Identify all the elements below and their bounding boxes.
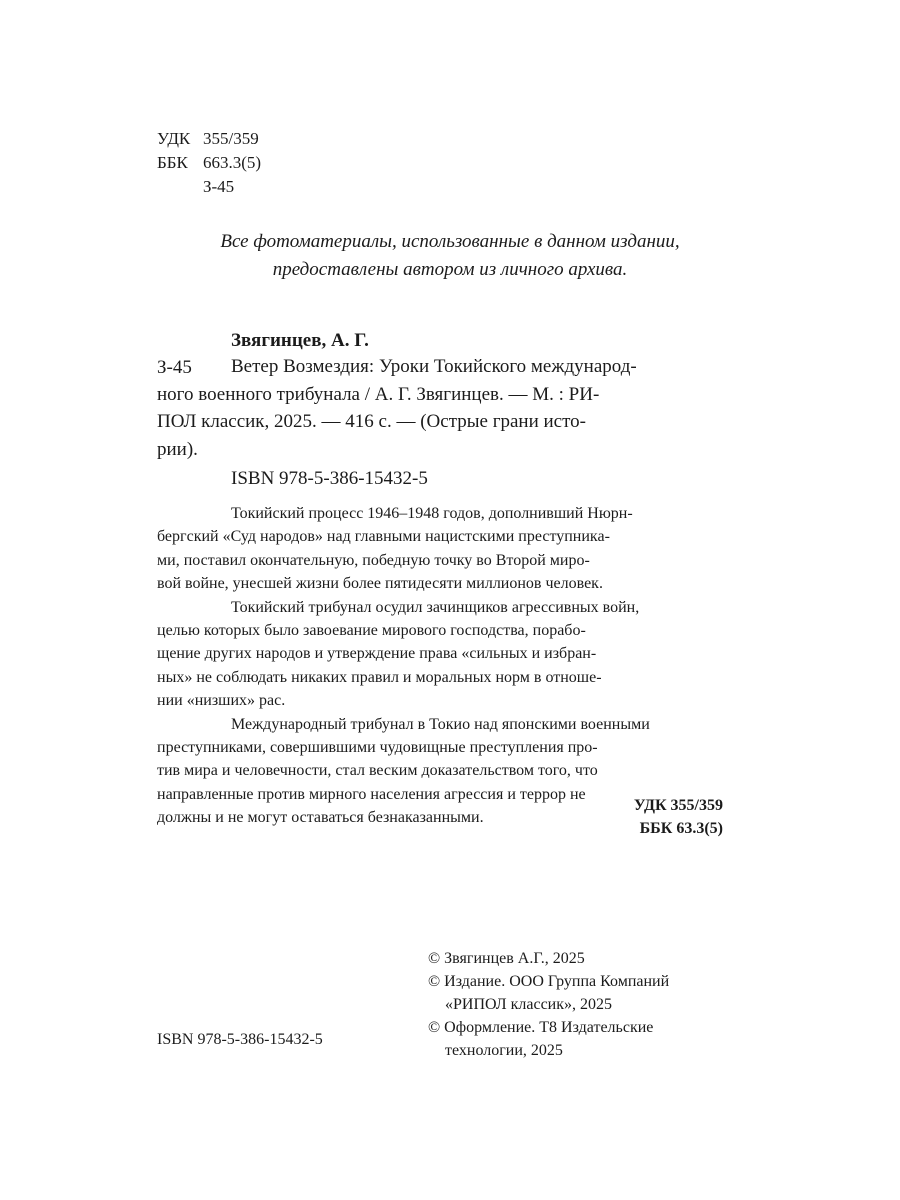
copyright-line: технологии, 2025: [445, 1042, 563, 1059]
title-line: Ветер Возмездия: Уроки Токийского международ-: [231, 356, 637, 377]
record-isbn: ISBN 978-5-386-15432-5: [231, 468, 428, 489]
copyright-line: © Звягинцев А.Г., 2025: [428, 950, 585, 967]
record-index: З-45: [157, 357, 192, 378]
title-line: рии).: [157, 438, 198, 460]
record-title: [157, 353, 723, 463]
annotation-line: Международный трибунал в Токио над японскими военными: [231, 715, 650, 733]
annotation-line: преступниками, совершившими чудовищные преступления про-: [157, 739, 598, 757]
annotation-line: Токийский процесс 1946–1948 годов, дополнивший Нюрн-: [231, 505, 633, 522]
annotation-line: Токийский трибунал осудил зачинщиков агрессивных войн,: [231, 598, 640, 616]
title-line: ного военного трибунала / А. Г. Звягинцев. — М. : РИ-: [157, 383, 600, 405]
annotation-line: должны и не могут оставаться безнаказанными.: [157, 809, 484, 827]
annotation-line: направленные против мирного населения агрессия и террор не: [157, 785, 586, 803]
record-author: Звягинцев, А. Г.: [231, 330, 369, 351]
classification-bottom: [634, 794, 723, 840]
annotation-line: ных» не соблюдать никаких правил и моральных норм в отноше-: [157, 668, 602, 686]
annotation-line: ми, поставил окончательную, победную точку во Второй миро-: [157, 551, 590, 569]
annotation-line: вой войне, унесшей жизни более пятидесяти миллионов человек.: [157, 575, 603, 593]
bbk-value: 663.3(5): [203, 153, 262, 172]
photo-note-line: предоставлены автором из личного архива.: [272, 259, 628, 280]
title-line: ПОЛ классик, 2025. — 416 с. — (Острые грани исто-: [157, 411, 586, 432]
annotation-line: щение других народов и утверждение права «сильных и избран-: [157, 645, 597, 663]
udk-row: [157, 127, 261, 151]
copyright-block: [428, 947, 669, 1062]
udk-bottom: УДК 355/359: [633, 797, 723, 814]
bbk-row: [157, 151, 261, 175]
author-mark-row: [157, 175, 261, 199]
annotation-line: тив мира и человечности, стал веским доказательством того, что: [157, 762, 598, 780]
copyright-line: © Оформление. Т8 Издательские: [428, 1019, 654, 1036]
annotation-line: нии «низших» рас.: [157, 692, 286, 710]
udk-label: УДК: [157, 129, 191, 148]
udk-value: 355/359: [203, 129, 259, 148]
copyright-line: «РИПОЛ классик», 2025: [445, 996, 613, 1013]
photo-note: [157, 228, 743, 284]
author-mark: З-45: [203, 177, 235, 196]
annotation: [157, 502, 723, 830]
bbk-bottom: ББК 63.3(5): [639, 820, 723, 837]
photo-note-line: Все фотоматериалы, использованные в данном издании,: [220, 231, 680, 252]
isbn-bottom: ISBN 978-5-386-15432-5: [157, 1031, 323, 1048]
copyright-line: © Издание. ООО Группа Компаний: [428, 973, 670, 990]
annotation-line: целью которых было завоевание мирового господства, порабо-: [157, 622, 586, 640]
classification-block: [157, 127, 261, 199]
bbk-label: ББК: [157, 153, 188, 172]
annotation-line: бергский «Суд народов» над главными нацистскими преступника-: [157, 528, 610, 546]
